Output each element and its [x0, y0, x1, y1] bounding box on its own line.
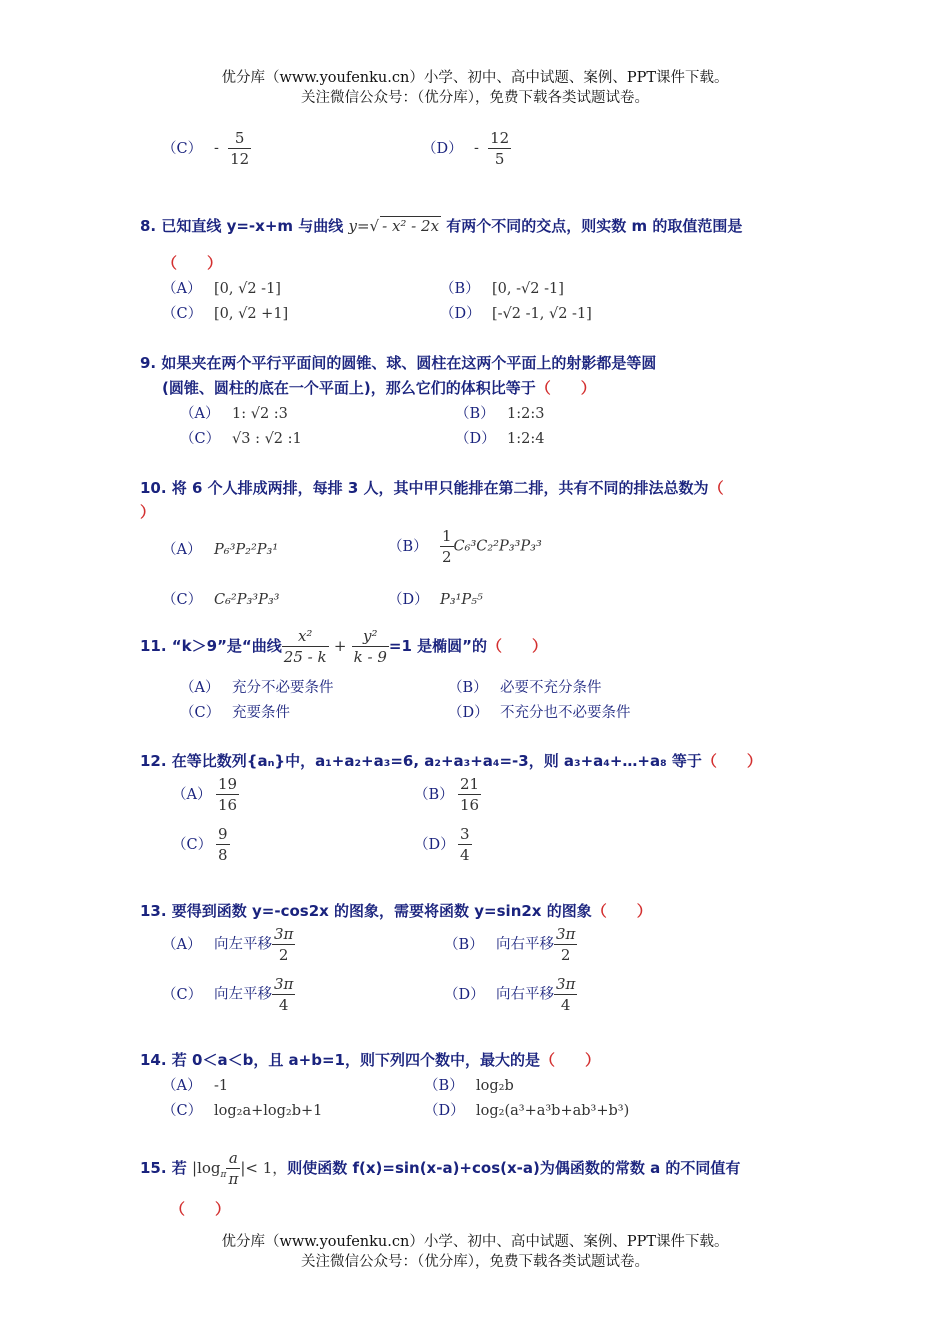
q9-stem-line-2: (圆锥、圆柱的底在一个平面上)，那么它们的体积比等于（ ） [162, 379, 596, 397]
footer-line-1: 优分库（www.youfenku.cn）小学、初中、高中试题、案例、PPT课件下载。 [221, 1234, 729, 1250]
q11-option-b: （B） 必要不充分条件 [448, 680, 602, 696]
q11-option-d: （D） 不充分也不必要条件 [448, 705, 631, 721]
footer-line-2: 关注微信公众号：（优分库），免费下载各类试题试卷。 [301, 1254, 649, 1270]
q10-option-d: （D） P₃¹P₅⁵ [388, 592, 483, 608]
q8-option-c: （C） [0, √2 +1] [162, 306, 289, 322]
q14-option-c: （C） log₂a+log₂b+1 [162, 1103, 323, 1119]
q9-option-b: （B） 1:2:3 [455, 406, 545, 422]
q12-option-d: （D） $\frac{3}{4}$ [414, 825, 470, 864]
q10-stem: 10. 将 6 个人排成两排，每排 3 人，其中甲只能排在第二排，共有不同的排法总数为（ [140, 479, 724, 497]
q9-option-d: （D） 1:2:4 [455, 431, 545, 447]
q13-option-b: （B） 向右平移 $\frac{3\pi}{2}$ [444, 925, 576, 964]
q13-option-c: （C） 向左平移 $\frac{3\pi}{4}$ [162, 975, 294, 1014]
q12-option-a: （A） $\frac{19}{16}$ [172, 775, 238, 814]
q10-option-a: （A） P₆³P₂²P₃¹ [162, 542, 279, 558]
q9-option-c: （C） √3 : √2 :1 [180, 431, 302, 447]
q14-stem: 14. 若 0＜a＜b，且 a+b=1，则下列四个数中，最大的是（ ） [140, 1051, 600, 1069]
header-line-1: 优分库（www.youfenku.cn）小学、初中、高中试题、案例、PPT课件下载。 [221, 70, 729, 86]
q13-stem: 13. 要得到函数 y=-cos2x 的图象，需要将函数 y=sin2x 的图象（ ） [140, 902, 652, 920]
q12-stem: 12. 在等比数列{aₙ}中，a₁+a₂+a₃=6, a₂+a₃+a₄=-3，则 a₃+a₄+…+a₈ 等于（ ） [140, 752, 762, 770]
q12-option-c: （C） $\frac{9}{8}$ [172, 825, 228, 864]
q13-option-d: （D） 向右平移 $\frac{3\pi}{4}$ [444, 975, 576, 1014]
q9-option-a: （A） 1: √2 :3 [180, 406, 288, 422]
header-line-2: 关注微信公众号：（优分库），免费下载各类试题试卷。 [301, 90, 649, 106]
q11-option-a: （A） 充分不必要条件 [180, 680, 334, 696]
q10-paren-close: ） [140, 503, 156, 521]
q10-option-c: （C） C₆²P₃³P₃³ [162, 592, 280, 608]
q14-option-a: （A） -1 [162, 1078, 229, 1094]
q7-option-c: （C） - $\frac{5}{12}$ [162, 129, 250, 168]
q7-option-d: （D） - $\frac{12}{5}$ [422, 129, 510, 168]
q10-option-b: （B） $\frac{1}{2}$ C₆³C₂²P₃³P₃³ [388, 527, 542, 566]
q14-option-d: （D） log₂(a³+a³b+ab³+b³) [424, 1103, 630, 1119]
q8-option-a: （A） [0, √2 -1] [162, 281, 281, 297]
q13-option-a: （A） 向左平移 $\frac{3\pi}{2}$ [162, 925, 294, 964]
q8-option-b: （B） [0, -√2 -1] [440, 281, 564, 297]
q8-answer-paren: （ ） [162, 254, 223, 272]
q12-option-b: （B） $\frac{21}{16}$ [414, 775, 480, 814]
q11-option-c: （C） 充要条件 [180, 705, 290, 721]
q15-stem: 15. 若 $|\log_\pi$ $\frac{a}{\pi}$ |< 1，则使函数 f(x)=sin(x-a)+cos(x-a)为偶函数的常数 a 的不同值有 [140, 1149, 741, 1188]
q9-stem-line-1: 9. 如果夹在两个平行平面间的圆锥、球、圆柱在这两个平面上的射影都是等圆 [140, 354, 657, 372]
q15-answer-paren: （ ） [170, 1200, 231, 1218]
q11-stem: 11. “k＞9”是“曲线 $\frac{\text{x²}}{25 - k}$ + $\frac{\text{y²}}{k - 9}$ =1 是椭圆”的（ ） [140, 627, 547, 666]
q8-stem: 8. 已知直线 y=-x+m 与曲线 y=√ - x² - 2x 有两个不同的交点，则实数 m 的取值范围是 [140, 217, 743, 235]
q14-option-b: （B） log₂b [424, 1078, 514, 1094]
q8-option-d: （D） [-√2 -1, √2 -1] [440, 306, 592, 322]
